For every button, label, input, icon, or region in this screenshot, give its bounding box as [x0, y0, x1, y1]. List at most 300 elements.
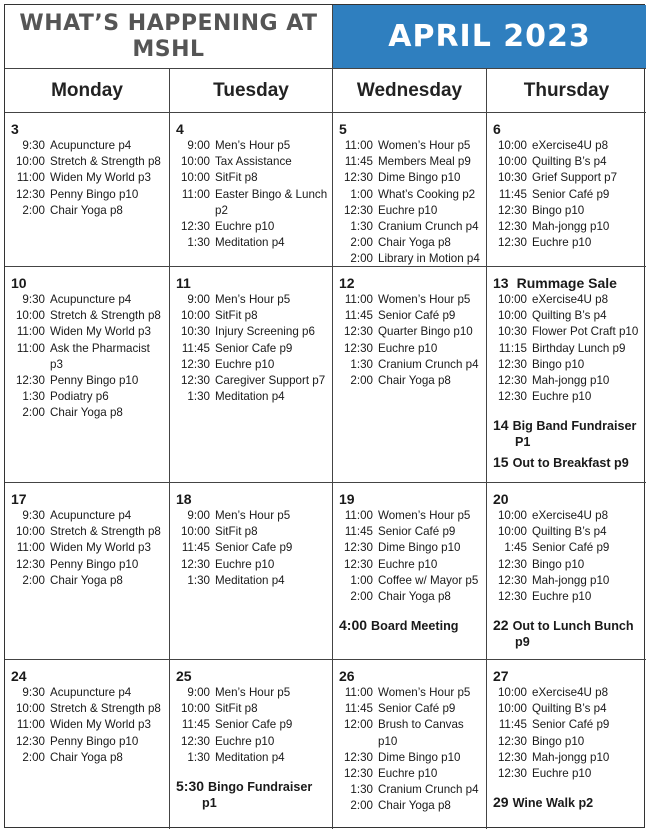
- event-name: What’s Cooking p2: [378, 187, 476, 201]
- event-name: Acupuncture p4: [50, 139, 132, 152]
- event-item: [493, 357, 642, 373]
- event-time: 12:30: [180, 357, 210, 371]
- event-item: [493, 203, 642, 219]
- event-item: [493, 324, 642, 340]
- event-time: 12:30: [343, 557, 373, 571]
- event-time: 11:45: [181, 541, 210, 555]
- event-time: 1:00: [350, 187, 373, 201]
- page-title: WHAT’S HAPPENING AT MSHL: [5, 5, 333, 69]
- day-date-line: [339, 120, 482, 138]
- event-name: Birthday Lunch p9: [532, 341, 626, 355]
- event-time: 1:30: [350, 357, 373, 371]
- event-time: 10:00: [180, 702, 210, 716]
- event-name: Women’s Hour p5: [378, 293, 471, 306]
- day-cell-wednesday: [333, 660, 487, 829]
- event-name: Acupuncture p4: [50, 686, 132, 699]
- event-time: 9:00: [187, 293, 210, 306]
- event-name: Easter Bingo & Lunch p2: [215, 187, 328, 217]
- event-time: 11:00: [16, 325, 45, 339]
- event-item: [339, 373, 482, 389]
- event-name: Dime Bingo p10: [378, 171, 461, 185]
- event-name: Ask the Pharmacist p3: [50, 341, 150, 371]
- event-item: [176, 154, 328, 170]
- day-number: 17: [11, 491, 27, 507]
- event-time: 9:30: [22, 139, 45, 152]
- event-time: 10:00: [180, 525, 210, 539]
- event-name: Quilting B’s p4: [532, 309, 607, 323]
- day-date-line: [493, 120, 642, 138]
- event-time: 12:30: [497, 357, 527, 371]
- event-name: Euchre p10: [215, 734, 275, 748]
- event-name: Euchre p10: [378, 203, 438, 217]
- event-item: [339, 782, 482, 798]
- event-time: 12:30: [180, 734, 210, 748]
- event-item: [339, 324, 482, 340]
- special-event: [493, 417, 642, 450]
- event-name: Cranium Crunch p4: [378, 357, 479, 371]
- event-name: Women’s Hour p5: [378, 686, 471, 699]
- event-item: [493, 557, 642, 573]
- event-name: Chair Yoga p8: [378, 236, 451, 250]
- event-time: 1:00: [350, 573, 373, 587]
- event-time: 11:45: [181, 718, 210, 732]
- event-name: Quarter Bingo p10: [378, 325, 473, 339]
- event-item: [493, 187, 642, 203]
- event-name: SitFit p8: [215, 309, 258, 323]
- event-item: [11, 524, 165, 540]
- month-title: APRIL 2023: [333, 5, 646, 69]
- event-name: Meditation p4: [215, 236, 285, 250]
- calendar-grid: [4, 4, 645, 828]
- event-item: [339, 138, 482, 154]
- event-name: Penny Bingo p10: [50, 557, 139, 571]
- special-event: [493, 617, 642, 650]
- day-cell-tuesday: [170, 483, 333, 660]
- event-item: [11, 203, 165, 219]
- event-name: Meditation p4: [215, 390, 285, 404]
- event-time: 12:30: [497, 590, 527, 604]
- event-item: [493, 589, 642, 605]
- event-item: [11, 540, 165, 556]
- event-item: [176, 170, 328, 186]
- event-item: [176, 717, 328, 733]
- day-number: 26: [339, 668, 355, 684]
- event-time: 10:00: [180, 171, 210, 185]
- event-item: [493, 373, 642, 389]
- event-item: [11, 154, 165, 170]
- day-number: 10: [11, 275, 27, 291]
- event-time: 11:45: [498, 718, 527, 732]
- event-time: 11:00: [16, 718, 45, 732]
- day-cell-monday: [5, 113, 170, 267]
- event-time: 12:30: [497, 750, 527, 764]
- event-time: 9:00: [187, 509, 210, 522]
- event-name: Quilting B’s p4: [532, 155, 607, 169]
- event-item: [11, 405, 165, 421]
- event-time: 12:30: [343, 325, 373, 339]
- event-name: Caregiver Support p7: [215, 374, 326, 388]
- day-cell-monday: [5, 483, 170, 660]
- event-time: 12:30: [497, 390, 527, 404]
- event-name: Euchre p10: [215, 557, 275, 571]
- event-item: [339, 341, 482, 357]
- day-date-line: [11, 274, 165, 292]
- event-name: Cranium Crunch p4: [378, 220, 479, 234]
- event-name: Dime Bingo p10: [378, 541, 461, 555]
- event-name: Stretch & Strength p8: [50, 702, 161, 716]
- event-item: [176, 701, 328, 717]
- event-name: Men’s Hour p5: [215, 686, 291, 699]
- event-time: 2:00: [350, 236, 373, 250]
- event-name: Euchre p10: [532, 390, 592, 404]
- event-time: 1:45: [504, 541, 527, 555]
- special-event: [176, 778, 328, 811]
- event-item: [493, 170, 642, 186]
- event-item: [11, 701, 165, 717]
- event-time: 12:30: [15, 187, 45, 201]
- event-item: [493, 138, 642, 154]
- event-time: 12:30: [343, 203, 373, 217]
- event-name: Mah-jongg p10: [532, 374, 610, 388]
- event-time: 11:00: [181, 187, 210, 201]
- event-item: [176, 524, 328, 540]
- event-name: Meditation p4: [215, 750, 285, 764]
- day-number: 11: [176, 275, 191, 291]
- event-item: [493, 341, 642, 357]
- event-item: [339, 524, 482, 540]
- event-item: [11, 324, 165, 340]
- event-time: 1:30: [22, 390, 45, 404]
- event-item: [339, 750, 482, 766]
- day-date-line: [11, 667, 165, 685]
- event-item: [11, 685, 165, 701]
- event-name: Senior Café p9: [532, 718, 610, 732]
- event-time: 11:00: [344, 509, 373, 522]
- day-number: 5: [339, 121, 347, 137]
- event-item: [11, 292, 165, 308]
- event-name: Quilting B’s p4: [532, 525, 607, 539]
- event-item: [176, 750, 328, 766]
- event-name: eXercise4U p8: [532, 139, 609, 152]
- special-event-text: Board Meeting: [371, 619, 459, 634]
- day-number: 13: [493, 275, 509, 291]
- event-time: 12:30: [343, 541, 373, 555]
- event-name: Men’s Hour p5: [215, 139, 291, 152]
- event-time: 11:45: [181, 341, 210, 355]
- event-time: 12:30: [15, 557, 45, 571]
- event-item: [176, 357, 328, 373]
- event-name: Tax Assistance: [215, 155, 292, 169]
- event-time: 12:30: [343, 341, 373, 355]
- event-time: 10:00: [497, 509, 527, 522]
- event-name: Chair Yoga p8: [50, 203, 123, 217]
- event-time: 10:00: [15, 525, 45, 539]
- day-cell-wednesday: [333, 267, 487, 483]
- event-item: [493, 219, 642, 235]
- event-item: [339, 589, 482, 605]
- event-name: Quilting B’s p4: [532, 702, 607, 716]
- event-name: Men’s Hour p5: [215, 509, 291, 522]
- day-number: 25: [176, 668, 192, 684]
- special-event: [493, 794, 642, 811]
- day-number: 27: [493, 668, 509, 684]
- event-time: 10:00: [15, 309, 45, 323]
- event-name: Mah-jongg p10: [532, 573, 610, 587]
- event-item: [11, 717, 165, 733]
- event-time: 9:30: [22, 293, 45, 306]
- event-item: [493, 508, 642, 524]
- event-name: Widen My World p3: [50, 171, 151, 185]
- event-time: 9:30: [22, 686, 45, 699]
- day-cell-tuesday: [170, 267, 333, 483]
- event-item: [339, 235, 482, 251]
- event-item: [339, 251, 482, 267]
- day-date-line: [339, 667, 482, 685]
- day-cell-thursday: [487, 660, 646, 829]
- event-time: 12:30: [497, 220, 527, 234]
- event-item: [11, 308, 165, 324]
- event-time: 12:30: [497, 573, 527, 587]
- event-name: Senior Cafe p9: [215, 718, 293, 732]
- day-number: 3: [11, 121, 19, 137]
- event-time: 2:00: [22, 406, 45, 420]
- day-date-line: [493, 667, 642, 685]
- event-time: 12:30: [15, 374, 45, 388]
- day-cell-wednesday: [333, 113, 487, 267]
- event-name: Men’s Hour p5: [215, 293, 291, 306]
- event-name: Stretch & Strength p8: [50, 525, 161, 539]
- event-time: 9:00: [187, 139, 210, 152]
- event-name: Grief Support p7: [532, 171, 618, 185]
- event-name: Chair Yoga p8: [50, 750, 123, 764]
- event-name: eXercise4U p8: [532, 293, 609, 306]
- day-header-tuesday: Tuesday: [170, 69, 333, 113]
- event-time: 2:00: [22, 750, 45, 764]
- event-item: [493, 389, 642, 405]
- event-time: 10:00: [180, 155, 210, 169]
- event-name: Senior Café p9: [532, 541, 610, 555]
- event-name: Chair Yoga p8: [50, 573, 123, 587]
- event-time: 11:00: [16, 171, 45, 185]
- day-header-monday: Monday: [5, 69, 170, 113]
- event-name: Meditation p4: [215, 573, 285, 587]
- event-item: [176, 324, 328, 340]
- day-cell-thursday: [487, 267, 646, 483]
- event-item: [339, 717, 482, 749]
- event-time: 2:00: [350, 252, 373, 266]
- special-event-text: Out to Breakfast p9: [512, 456, 629, 471]
- event-item: [176, 138, 328, 154]
- event-name: Widen My World p3: [50, 325, 151, 339]
- day-date-line: [339, 490, 482, 508]
- event-name: Mah-jongg p10: [532, 750, 610, 764]
- event-name: Widen My World p3: [50, 718, 151, 732]
- day-date-line: [176, 490, 328, 508]
- day-headline: Rummage Sale: [516, 275, 617, 291]
- event-item: [493, 685, 642, 701]
- event-time: 12:30: [497, 734, 527, 748]
- event-name: Brush to Canvas p10: [378, 718, 464, 748]
- event-item: [339, 203, 482, 219]
- event-item: [176, 540, 328, 556]
- day-cell-thursday: [487, 483, 646, 660]
- special-event: [493, 454, 642, 471]
- day-cell-thursday: [487, 113, 646, 267]
- event-name: Bingo p10: [532, 557, 585, 571]
- event-name: SitFit p8: [215, 171, 258, 185]
- event-time: 10:00: [497, 309, 527, 323]
- event-item: [493, 573, 642, 589]
- event-item: [339, 219, 482, 235]
- event-name: Library in Motion p4: [378, 252, 480, 266]
- event-item: [11, 373, 165, 389]
- event-time: 12:30: [180, 220, 210, 234]
- event-time: 10:00: [497, 702, 527, 716]
- event-item: [176, 685, 328, 701]
- event-time: 11:15: [498, 341, 527, 355]
- special-event-text: Out to Lunch Bunch p9: [512, 619, 634, 650]
- event-item: [11, 508, 165, 524]
- event-time: 12:30: [497, 203, 527, 217]
- event-item: [493, 766, 642, 782]
- event-name: Widen My World p3: [50, 541, 151, 555]
- event-name: Penny Bingo p10: [50, 734, 139, 748]
- event-name: Stretch & Strength p8: [50, 309, 161, 323]
- day-number: 24: [11, 668, 27, 684]
- event-time: 11:45: [344, 525, 373, 539]
- event-time: 10:00: [15, 155, 45, 169]
- special-event-text: Bingo Fundraiser p1: [202, 780, 313, 811]
- event-name: Euchre p10: [215, 220, 275, 234]
- event-item: [339, 508, 482, 524]
- event-name: Senior Cafe p9: [215, 341, 293, 355]
- event-item: [339, 170, 482, 186]
- special-event-date: 4:00: [339, 617, 368, 634]
- event-name: SitFit p8: [215, 525, 258, 539]
- event-time: 10:00: [497, 686, 527, 699]
- day-date-line: [176, 120, 328, 138]
- day-date-line: [11, 120, 165, 138]
- event-time: 12:30: [180, 374, 210, 388]
- event-time: 1:30: [187, 236, 210, 250]
- event-name: Members Meal p9: [378, 155, 471, 169]
- event-item: [339, 187, 482, 203]
- event-time: 12:30: [343, 767, 373, 781]
- special-event-date: 29: [493, 794, 509, 811]
- event-time: 2:00: [22, 203, 45, 217]
- day-number: 12: [339, 275, 355, 291]
- event-item: [493, 292, 642, 308]
- event-time: 10:00: [497, 293, 527, 306]
- special-event-date: 22: [493, 617, 509, 634]
- event-name: Bingo p10: [532, 357, 585, 371]
- event-item: [176, 292, 328, 308]
- event-time: 1:30: [187, 750, 210, 764]
- event-item: [493, 701, 642, 717]
- day-date-line: [339, 274, 482, 292]
- event-time: 10:30: [180, 325, 210, 339]
- event-name: Chair Yoga p8: [50, 406, 123, 420]
- event-item: [339, 540, 482, 556]
- event-item: [339, 685, 482, 701]
- event-name: Euchre p10: [532, 590, 592, 604]
- day-cell-tuesday: [170, 113, 333, 267]
- event-item: [339, 357, 482, 373]
- event-item: [11, 341, 165, 373]
- day-header-thursday: Thursday: [487, 69, 646, 113]
- event-name: Euchre p10: [215, 357, 275, 371]
- event-item: [11, 573, 165, 589]
- event-name: eXercise4U p8: [532, 509, 609, 522]
- day-number: 6: [493, 121, 501, 137]
- event-name: Women’s Hour p5: [378, 509, 471, 522]
- day-cell-wednesday: [333, 483, 487, 660]
- day-cell-tuesday: [170, 660, 333, 829]
- day-number: 4: [176, 121, 184, 137]
- event-name: Acupuncture p4: [50, 293, 132, 306]
- event-time: 11:00: [344, 139, 373, 152]
- special-event-date: 15: [493, 454, 509, 471]
- event-item: [176, 734, 328, 750]
- event-name: Stretch & Strength p8: [50, 155, 161, 169]
- event-item: [339, 766, 482, 782]
- day-date-line: [176, 667, 328, 685]
- event-name: Dime Bingo p10: [378, 750, 461, 764]
- event-item: [11, 170, 165, 186]
- event-name: Podiatry p6: [50, 390, 109, 404]
- special-event: [339, 617, 482, 634]
- event-name: Senior Café p9: [378, 309, 456, 323]
- event-item: [339, 573, 482, 589]
- event-name: Senior Cafe p9: [215, 541, 293, 555]
- event-name: Coffee w/ Mayor p5: [378, 573, 479, 587]
- day-number: 18: [176, 491, 192, 507]
- event-time: 2:00: [350, 799, 373, 813]
- event-item: [339, 292, 482, 308]
- event-item: [176, 219, 328, 235]
- event-time: 10:30: [497, 325, 527, 339]
- event-name: Euchre p10: [532, 767, 592, 781]
- event-time: 12:30: [497, 374, 527, 388]
- day-date-line: [493, 490, 642, 508]
- event-item: [11, 389, 165, 405]
- event-item: [493, 540, 642, 556]
- event-item: [11, 557, 165, 573]
- event-time: 12:30: [497, 557, 527, 571]
- event-item: [11, 734, 165, 750]
- day-number: 20: [493, 491, 509, 507]
- event-item: [176, 389, 328, 405]
- event-time: 11:00: [16, 541, 45, 555]
- event-item: [339, 557, 482, 573]
- event-time: 10:00: [497, 525, 527, 539]
- event-name: Mah-jongg p10: [532, 220, 610, 234]
- event-time: 10:30: [497, 171, 527, 185]
- event-name: Penny Bingo p10: [50, 374, 139, 388]
- event-item: [176, 557, 328, 573]
- event-name: Bingo p10: [532, 734, 585, 748]
- event-time: 10:00: [497, 139, 527, 152]
- special-event-text: Big Band Fundraiser P1: [512, 419, 637, 450]
- event-time: 10:00: [15, 702, 45, 716]
- event-time: 9:30: [22, 509, 45, 522]
- event-time: 9:00: [187, 686, 210, 699]
- event-item: [176, 373, 328, 389]
- day-number: 19: [339, 491, 355, 507]
- event-time: 1:30: [187, 573, 210, 587]
- event-item: [493, 308, 642, 324]
- event-time: 2:00: [350, 590, 373, 604]
